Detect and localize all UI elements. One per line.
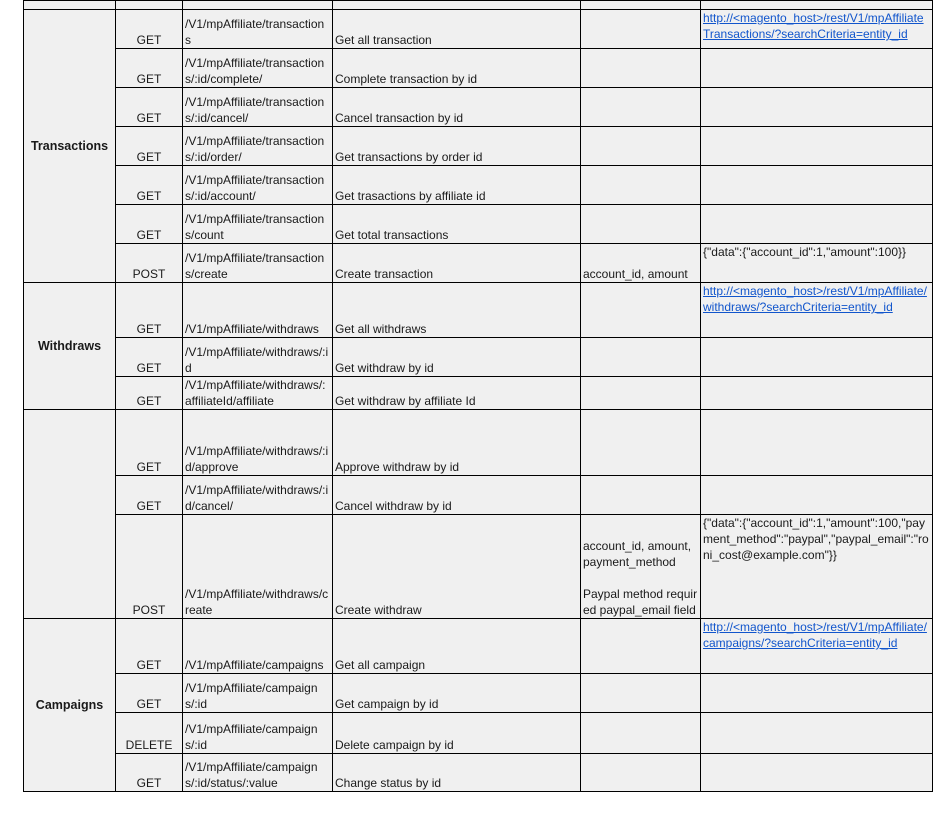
endpoint-params [581,377,701,410]
example-link[interactable]: http://<magento_host>/rest/V1/mpAffiliate/campaigns/?searchCriteria=entity_id [703,620,927,650]
http-method: GET [116,127,183,166]
group-label-empty [24,410,116,619]
endpoint-url: /V1/mpAffiliate/withdraws/:id/approve [183,410,333,476]
endpoint-params [581,88,701,127]
endpoint-description: Get withdraw by affiliate Id [333,377,581,410]
endpoint-description: Get campaign by id [333,674,581,713]
http-method: GET [116,410,183,476]
group-label-transactions: Transactions [24,10,116,283]
endpoint-description: Get total transactions [333,205,581,244]
http-method: GET [116,619,183,674]
endpoint-description: Get all withdraws [333,283,581,338]
endpoint-description: Change status by id [333,754,581,792]
endpoint-url: /V1/mpAffiliate/transactions/create [183,244,333,283]
endpoint-url: /V1/mpAffiliate/withdraws/create [183,515,333,619]
endpoint-url: /V1/mpAffiliate/campaigns/:id [183,674,333,713]
endpoint-description: Delete campaign by id [333,713,581,754]
table-row [24,515,933,619]
table-row [24,377,933,410]
endpoint-params [581,754,701,792]
example-link[interactable]: http://<magento_host>/rest/V1/mpAffiliateTransactions/?searchCriteria=entity_id [703,11,924,41]
http-method: GET [116,476,183,515]
http-method: POST [116,515,183,619]
http-method: POST [116,244,183,283]
table-row [24,619,933,674]
http-method: GET [116,205,183,244]
endpoint-example [701,377,933,410]
table-row [24,410,933,476]
endpoint-url: /V1/mpAffiliate/transactions [183,10,333,49]
endpoint-example [701,754,933,792]
table-row [24,754,933,792]
endpoint-url: /V1/mpAffiliate/transactions/:id/complete/ [183,49,333,88]
http-method: GET [116,754,183,792]
endpoint-url: /V1/mpAffiliate/campaigns/:id/status/:value [183,754,333,792]
endpoint-params [581,338,701,377]
endpoint-url: /V1/mpAffiliate/transactions/count [183,205,333,244]
endpoint-url: /V1/mpAffiliate/campaigns [183,619,333,674]
endpoint-params [581,476,701,515]
table-row [24,10,933,49]
endpoint-example [701,674,933,713]
endpoint-url: /V1/mpAffiliate/withdraws [183,283,333,338]
table-row [24,166,933,205]
endpoint-example [701,283,933,338]
http-method: GET [116,88,183,127]
http-method: GET [116,338,183,377]
endpoint-example [701,205,933,244]
endpoint-description: Get withdraw by id [333,338,581,377]
endpoint-example: {"data":{"account_id":1,"amount":100,"payment_method":"paypal","paypal_email":"roni_cost@example.com"}} [701,515,933,619]
endpoint-description: Get all campaign [333,619,581,674]
endpoint-description: Get transactions by order id [333,127,581,166]
endpoint-params [581,713,701,754]
table-row [24,205,933,244]
table-row [24,674,933,713]
endpoint-params [581,410,701,476]
endpoint-description: Get trasactions by affiliate id [333,166,581,205]
table-row [24,476,933,515]
table-row [24,88,933,127]
endpoint-url: /V1/mpAffiliate/withdraws/:id [183,338,333,377]
http-method: GET [116,10,183,49]
endpoint-params [581,619,701,674]
http-method: GET [116,283,183,338]
endpoint-example [701,410,933,476]
endpoint-url: /V1/mpAffiliate/campaigns/:id [183,713,333,754]
endpoint-url: /V1/mpAffiliate/transactions/:id/account/ [183,166,333,205]
endpoint-example [701,166,933,205]
endpoint-url: /V1/mpAffiliate/transactions/:id/order/ [183,127,333,166]
endpoint-example [701,10,933,49]
endpoint-params [581,49,701,88]
endpoint-example [701,713,933,754]
http-method: GET [116,166,183,205]
endpoint-params [581,127,701,166]
endpoint-example [701,619,933,674]
endpoint-description: Cancel withdraw by id [333,476,581,515]
api-endpoints-table [23,0,933,792]
endpoint-params [581,10,701,49]
endpoint-example [701,49,933,88]
endpoint-params [581,166,701,205]
table-row [24,1,933,10]
table-row [24,283,933,338]
endpoint-description: Create withdraw [333,515,581,619]
endpoint-example [701,338,933,377]
endpoint-description: Create transaction [333,244,581,283]
table-row [24,49,933,88]
group-label-withdraws: Withdraws [24,283,116,410]
http-method: DELETE [116,713,183,754]
http-method: GET [116,377,183,410]
table-row [24,244,933,283]
http-method: GET [116,674,183,713]
endpoint-description: Approve withdraw by id [333,410,581,476]
endpoint-description: Complete transaction by id [333,49,581,88]
endpoint-example: {"data":{"account_id":1,"amount":100}} [701,244,933,283]
endpoint-example [701,88,933,127]
endpoint-params [581,283,701,338]
endpoint-example [701,476,933,515]
endpoint-url: /V1/mpAffiliate/withdraws/:id/cancel/ [183,476,333,515]
endpoint-params: account_id, amount [581,244,701,283]
endpoint-description: Get all transaction [333,10,581,49]
endpoint-params [581,674,701,713]
http-method: GET [116,49,183,88]
table-row [24,713,933,754]
endpoint-description: Cancel transaction by id [333,88,581,127]
example-link[interactable]: http://<magento_host>/rest/V1/mpAffiliate/withdraws/?searchCriteria=entity_id [703,284,927,314]
endpoint-url: /V1/mpAffiliate/transactions/:id/cancel/ [183,88,333,127]
endpoint-url: /V1/mpAffiliate/withdraws/:affiliateId/affiliate [183,377,333,410]
table-row [24,338,933,377]
endpoint-params [581,205,701,244]
group-label-campaigns: Campaigns [24,619,116,792]
endpoint-params: account_id, amount, payment_method Paypal method required paypal_email field [581,515,701,619]
endpoint-example [701,127,933,166]
table-row [24,127,933,166]
